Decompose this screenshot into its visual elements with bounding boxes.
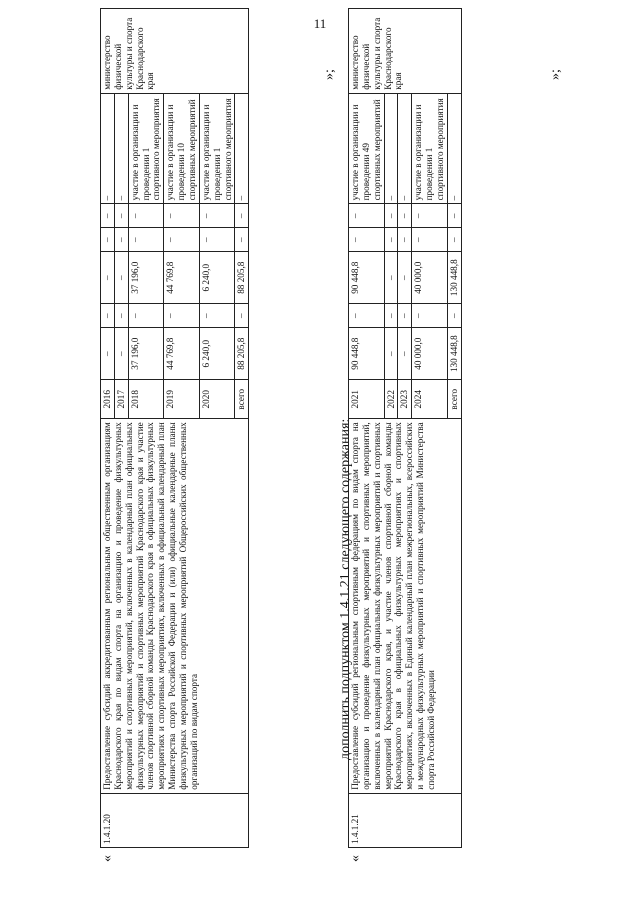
regional-budget-cell: –: [114, 252, 128, 304]
funding-cell: –: [164, 228, 200, 252]
result-cell: –: [114, 93, 128, 204]
funding-cell: –: [101, 228, 115, 252]
funding-cell: –: [114, 304, 128, 328]
total-cell: 6 240,0: [199, 328, 235, 380]
total-cell: 37 196,0: [128, 328, 164, 380]
funding-cell: –: [384, 228, 398, 252]
funding-cell: –: [164, 204, 200, 228]
open-quote-1: «: [100, 855, 115, 862]
funding-cell: –: [199, 228, 235, 252]
total-cell: 90 448,8: [349, 328, 385, 380]
year-cell: всего: [447, 380, 461, 419]
total-cell: 130 448,8: [447, 328, 461, 380]
close-quote-2: »;: [548, 69, 563, 80]
regional-budget-cell: 37 196,0: [128, 252, 164, 304]
funding-cell: –: [235, 304, 249, 328]
regional-budget-cell: –: [384, 252, 398, 304]
measures-table-2: [348, 8, 462, 848]
funding-cell: –: [128, 204, 164, 228]
funding-cell: –: [398, 228, 412, 252]
year-cell: всего: [235, 380, 249, 419]
year-cell: 2020: [199, 380, 235, 419]
funding-cell: –: [199, 204, 235, 228]
funding-cell: –: [235, 228, 249, 252]
funding-cell: –: [164, 304, 200, 328]
funding-cell: –: [412, 228, 448, 252]
funding-cell: –: [128, 228, 164, 252]
regional-budget-cell: 130 448,8: [447, 252, 461, 304]
year-cell: 2021: [349, 380, 385, 419]
result-cell: –: [398, 93, 412, 204]
total-cell: –: [101, 328, 115, 380]
total-cell: 88 205,8: [235, 328, 249, 380]
funding-cell: –: [412, 204, 448, 228]
total-cell: –: [384, 328, 398, 380]
funding-cell: –: [447, 304, 461, 328]
funding-cell: –: [447, 204, 461, 228]
regional-budget-cell: 6 240,0: [199, 252, 235, 304]
total-cell: –: [114, 328, 128, 380]
close-quote-1: »;: [322, 69, 337, 80]
funding-cell: –: [398, 204, 412, 228]
funding-cell: –: [114, 204, 128, 228]
regional-budget-cell: –: [398, 252, 412, 304]
funding-cell: –: [235, 204, 249, 228]
year-cell: 2019: [164, 380, 200, 419]
table-row: [349, 9, 385, 848]
measure-description: Предоставление субсидий аккредитованным региональным общественным организациям Краснодарского края по видам спорта на организацию и проведение физкультурных мероприятий и спортивных мероприятий, включенных в календарный план официальных физкультурных мероприятий и спортивных мероприятий Краснодарского края и участие членов спортивной сборной команды Краснодарского края в официальных физкультурных мероприятиях и спортивных мероприятиях, включенных в официальный календарный план Министерства спорта Российской Федерации и (или) официальные календарные планы физкультурных мероприятий и спортивных мероприятий Общероссийских общественных организаций по видам спорта: [101, 419, 249, 793]
result-cell: участие в организации и проведении 1 спортивного мероприятия: [128, 93, 164, 204]
funding-cell: –: [349, 228, 385, 252]
funding-cell: –: [349, 204, 385, 228]
regional-budget-cell: –: [101, 252, 115, 304]
measure-description: Предоставление субсидий региональным спортивным федерациям по видам спорта на организацию и проведение физкультурных мероприятий и спортивных мероприятий, включенных в календарный план официальных физкультурных мероприятий и спортивных мероприятий Краснодарского края, и участие членов спортивной сборной команды Краснодарского края в официальных физкультурных мероприятиях и спортивных мероприятиях, включенных в Единый календарный план межрегиональных, всероссийских и международных физкультурных мероприятий и спортивных мероприятий Министерства спорта Российской Федерации: [349, 419, 462, 793]
funding-cell: –: [101, 204, 115, 228]
funding-cell: –: [349, 304, 385, 328]
page-number: 11: [313, 16, 327, 31]
table-section-1: [100, 8, 249, 848]
measure-code: 1.4.1.20: [101, 793, 249, 847]
year-cell: 2018: [128, 380, 164, 419]
executor-cell: министерство физической культуры и спорта Краснодарского края: [349, 9, 462, 94]
funding-cell: –: [384, 204, 398, 228]
table-row: [101, 9, 115, 848]
result-cell: –: [101, 93, 115, 204]
measures-table-1: [100, 8, 249, 848]
funding-cell: –: [447, 228, 461, 252]
funding-cell: –: [384, 304, 398, 328]
regional-budget-cell: 44 769,8: [164, 252, 200, 304]
intro-text: дополнить подпунктом 1.4.1.21 следующего содержания:: [338, 418, 353, 760]
table-section-2: [348, 8, 462, 848]
year-cell: 2024: [412, 380, 448, 419]
open-quote-2: «: [348, 855, 363, 862]
year-cell: 2022: [384, 380, 398, 419]
result-cell: участие в организации и проведении 10 спортивных мероприятий: [164, 93, 200, 204]
regional-budget-cell: 90 448,8: [349, 252, 385, 304]
funding-cell: –: [412, 304, 448, 328]
year-cell: 2023: [398, 380, 412, 419]
funding-cell: –: [101, 304, 115, 328]
total-cell: –: [398, 328, 412, 380]
regional-budget-cell: 88 205,8: [235, 252, 249, 304]
funding-cell: –: [199, 304, 235, 328]
result-cell: участие в организации и проведении 1 спортивного мероприятия: [199, 93, 235, 204]
result-cell: участие в организации и проведении 1 спортивного мероприятия: [412, 93, 448, 204]
total-cell: 40 000,0: [412, 328, 448, 380]
measure-code: 1.4.1.21: [349, 793, 462, 847]
result-cell: –: [235, 93, 249, 204]
executor-cell: министерство физической культуры и спорта Краснодарского края: [101, 9, 249, 94]
result-cell: –: [384, 93, 398, 204]
result-cell: –: [447, 93, 461, 204]
regional-budget-cell: 40 000,0: [412, 252, 448, 304]
total-cell: 44 769,8: [164, 328, 200, 380]
result-cell: участие в организации и проведении 49 спортивных мероприятий: [349, 93, 385, 204]
funding-cell: –: [398, 304, 412, 328]
year-cell: 2016: [101, 380, 115, 419]
funding-cell: –: [128, 304, 164, 328]
year-cell: 2017: [114, 380, 128, 419]
funding-cell: –: [114, 228, 128, 252]
